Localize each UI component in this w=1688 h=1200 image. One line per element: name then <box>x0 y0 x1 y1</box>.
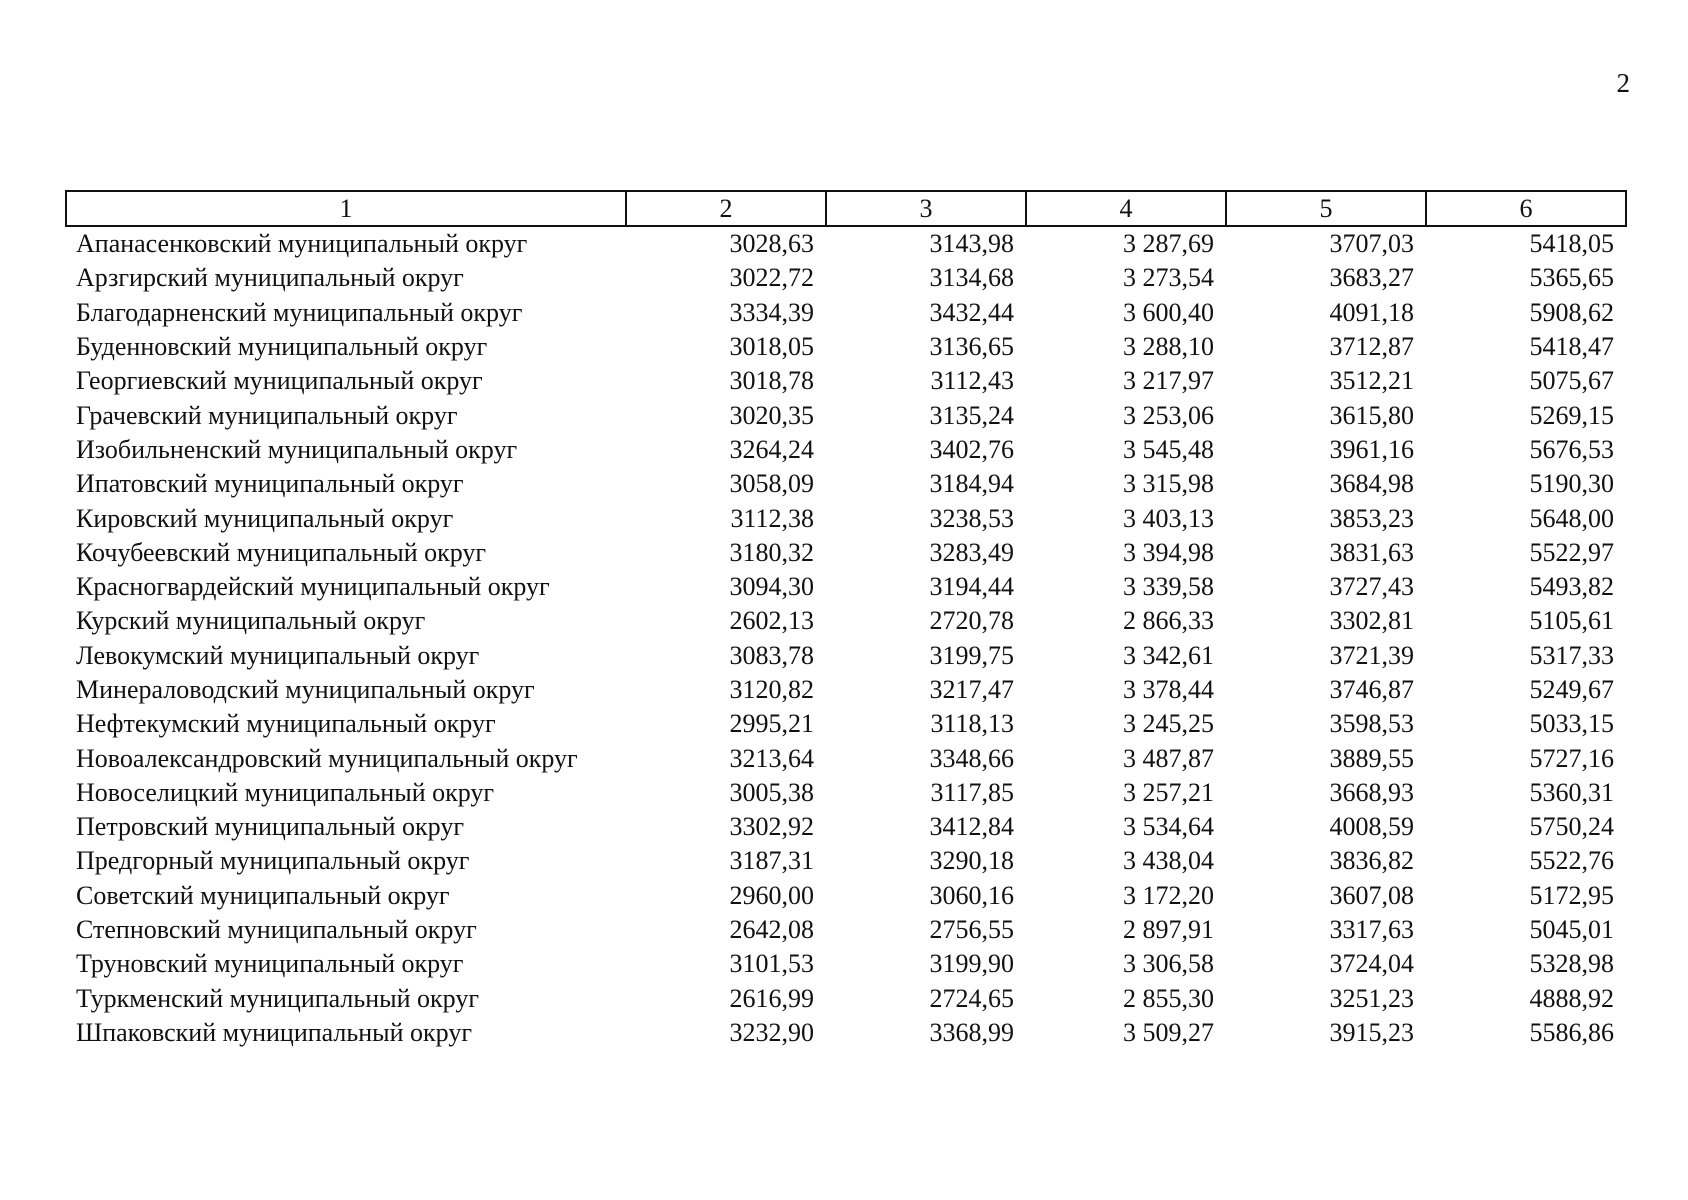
value-cell-col-3: 3184,94 <box>929 469 1014 499</box>
value-cell-col-4: 3 306,58 <box>1123 949 1214 979</box>
value-cell-col-6: 5676,53 <box>1529 434 1614 464</box>
table-row <box>66 433 1626 467</box>
value-cell-col-2: 3264,24 <box>729 434 814 464</box>
district-name-cell: Советский муниципальный округ <box>76 880 450 910</box>
value-cell-col-6: 5045,01 <box>1529 915 1614 945</box>
table-row <box>66 741 1626 775</box>
district-name-cell: Левокумский муниципальный округ <box>76 640 480 670</box>
value-cell-col-2: 2960,00 <box>729 880 814 910</box>
value-cell-col-3: 3402,76 <box>929 434 1014 464</box>
header-row <box>66 191 1626 226</box>
value-cell-col-2: 3180,32 <box>729 537 814 567</box>
table-header <box>66 191 1626 226</box>
district-name-cell: Арзгирский муниципальный округ <box>76 263 464 293</box>
value-cell-col-6: 5750,24 <box>1529 812 1614 842</box>
value-cell-col-5: 3668,93 <box>1329 777 1414 807</box>
value-cell-col-3: 3143,98 <box>929 229 1014 259</box>
district-name-cell: Новоалександровский муниципальный округ <box>76 743 578 773</box>
value-cell-col-6: 5328,98 <box>1529 949 1614 979</box>
value-cell-col-4: 3 217,97 <box>1123 366 1214 396</box>
value-cell-col-3: 3412,84 <box>929 812 1014 842</box>
value-cell-col-3: 3117,85 <box>930 777 1014 807</box>
column-header-3: 3 <box>826 191 1026 226</box>
column-header-5: 5 <box>1226 191 1426 226</box>
table-row <box>66 776 1626 810</box>
value-cell-col-2: 3232,90 <box>729 1017 814 1047</box>
table-row <box>66 261 1626 295</box>
value-cell-col-2: 3018,78 <box>729 366 814 396</box>
value-cell-col-4: 3 245,25 <box>1123 709 1214 739</box>
table-row <box>66 501 1626 535</box>
district-name-cell: Красногвардейский муниципальный округ <box>76 572 550 602</box>
district-name-cell: Туркменский муниципальный округ <box>76 983 479 1013</box>
value-cell-col-2: 3005,38 <box>729 777 814 807</box>
value-cell-col-5: 3683,27 <box>1329 263 1414 293</box>
value-cell-col-3: 2724,65 <box>929 983 1014 1013</box>
value-cell-col-5: 3889,55 <box>1329 743 1414 773</box>
column-header-6: 6 <box>1426 191 1626 226</box>
value-cell-col-4: 3 600,40 <box>1123 297 1214 327</box>
data-table <box>65 190 1627 1050</box>
value-cell-col-5: 3615,80 <box>1329 400 1414 430</box>
value-cell-col-6: 4888,92 <box>1529 983 1614 1013</box>
table-row <box>66 398 1626 432</box>
value-cell-col-6: 5586,86 <box>1529 1017 1614 1047</box>
value-cell-col-5: 4091,18 <box>1329 297 1414 327</box>
value-cell-col-3: 3112,43 <box>930 366 1014 396</box>
value-cell-col-2: 3120,82 <box>729 675 814 704</box>
table-row <box>66 844 1626 878</box>
value-cell-col-5: 3684,98 <box>1329 469 1414 499</box>
value-cell-col-2: 3020,35 <box>729 400 814 430</box>
value-cell-col-3: 3290,18 <box>929 846 1014 876</box>
value-cell-col-3: 3118,13 <box>930 709 1014 739</box>
value-cell-col-6: 5249,67 <box>1529 675 1614 704</box>
value-cell-col-2: 3112,38 <box>730 503 814 533</box>
table-row <box>66 913 1626 947</box>
district-name-cell: Шпаковский муниципальный округ <box>76 1017 472 1047</box>
district-name-cell: Петровский муниципальный округ <box>76 812 464 842</box>
district-name-cell: Курский муниципальный округ <box>76 606 426 636</box>
value-cell-col-4: 2 866,33 <box>1123 606 1214 636</box>
value-cell-col-6: 5105,61 <box>1529 606 1614 636</box>
value-cell-col-3: 3348,66 <box>929 743 1014 773</box>
value-cell-col-5: 3836,82 <box>1329 846 1414 876</box>
value-cell-col-4: 3 273,54 <box>1123 263 1214 293</box>
value-cell-col-6: 5360,31 <box>1529 777 1614 807</box>
district-name-cell: Благодарненский муниципальный округ <box>76 297 523 327</box>
table-row <box>66 364 1626 398</box>
value-cell-col-4: 3 394,98 <box>1123 537 1214 567</box>
value-cell-col-4: 3 403,13 <box>1123 503 1214 533</box>
column-header-1: 1 <box>66 191 626 226</box>
district-name-cell: Ипатовский муниципальный округ <box>76 469 464 499</box>
value-cell-col-2: 3302,92 <box>729 812 814 842</box>
value-cell-col-3: 3217,47 <box>929 675 1014 704</box>
value-cell-col-3: 3194,44 <box>929 572 1014 602</box>
value-cell-col-6: 5172,95 <box>1529 880 1614 910</box>
value-cell-col-4: 3 288,10 <box>1123 332 1214 362</box>
district-name-cell: Минераловодский муниципальный округ <box>76 675 535 704</box>
value-cell-col-2: 3028,63 <box>729 229 814 259</box>
table-row <box>66 982 1626 1016</box>
district-name-cell: Кочубеевский муниципальный округ <box>76 537 487 567</box>
value-cell-col-5: 3317,63 <box>1329 915 1414 945</box>
value-cell-col-6: 5522,97 <box>1529 537 1614 567</box>
district-name-cell: Степновский муниципальный округ <box>76 915 477 945</box>
value-cell-col-5: 3915,23 <box>1329 1017 1414 1047</box>
value-cell-col-4: 3 545,48 <box>1123 434 1214 464</box>
value-cell-col-6: 5269,15 <box>1529 400 1614 430</box>
value-cell-col-6: 5908,62 <box>1529 297 1614 327</box>
value-cell-col-5: 3853,23 <box>1329 503 1414 533</box>
district-name-cell: Новоселицкий муниципальный округ <box>76 777 495 807</box>
value-cell-col-2: 2602,13 <box>729 606 814 636</box>
table-row <box>66 1016 1626 1050</box>
value-cell-col-5: 3712,87 <box>1329 332 1414 362</box>
value-cell-col-4: 2 855,30 <box>1123 983 1214 1013</box>
table-row <box>66 536 1626 570</box>
value-cell-col-6: 5727,16 <box>1529 743 1614 773</box>
table-row <box>66 707 1626 741</box>
value-cell-col-5: 4008,59 <box>1329 812 1414 842</box>
value-cell-col-3: 3199,90 <box>929 949 1014 979</box>
value-cell-col-4: 3 509,27 <box>1123 1017 1214 1047</box>
value-cell-col-5: 3746,87 <box>1329 675 1414 704</box>
district-name-cell: Грачевский муниципальный округ <box>76 400 458 430</box>
table-row <box>66 330 1626 364</box>
value-cell-col-6: 5418,05 <box>1529 229 1614 259</box>
district-name-cell: Нефтекумский муниципальный округ <box>76 709 496 739</box>
value-cell-col-3: 3283,49 <box>929 537 1014 567</box>
value-cell-col-5: 3831,63 <box>1329 537 1414 567</box>
table-row <box>66 570 1626 604</box>
table-row <box>66 639 1626 673</box>
value-cell-col-4: 3 534,64 <box>1123 812 1214 842</box>
value-cell-col-4: 3 257,21 <box>1123 777 1214 807</box>
value-cell-col-2: 2995,21 <box>729 709 814 739</box>
value-cell-col-3: 3135,24 <box>929 400 1014 430</box>
column-header-2: 2 <box>626 191 826 226</box>
value-cell-col-5: 3607,08 <box>1329 880 1414 910</box>
value-cell-col-2: 3058,09 <box>729 469 814 499</box>
value-cell-col-4: 3 253,06 <box>1123 400 1214 430</box>
table-body <box>66 226 1626 1050</box>
district-name-cell: Труновский муниципальный округ <box>76 949 464 979</box>
value-cell-col-3: 3136,65 <box>929 332 1014 362</box>
value-cell-col-4: 3 438,04 <box>1123 846 1214 876</box>
value-cell-col-2: 3083,78 <box>729 640 814 670</box>
value-cell-col-6: 5365,65 <box>1529 263 1614 293</box>
district-name-cell: Георгиевский муниципальный округ <box>76 366 483 396</box>
value-cell-col-3: 3238,53 <box>929 503 1014 533</box>
value-cell-col-3: 3060,16 <box>929 880 1014 910</box>
value-cell-col-6: 5033,15 <box>1529 709 1614 739</box>
value-cell-col-5: 3512,21 <box>1329 366 1414 396</box>
value-cell-col-5: 3598,53 <box>1329 709 1414 739</box>
table-row <box>66 296 1626 330</box>
value-cell-col-4: 3 287,69 <box>1123 229 1214 259</box>
value-cell-col-6: 5317,33 <box>1529 640 1614 670</box>
district-name-cell: Апанасенковский муниципальный округ <box>76 229 528 259</box>
value-cell-col-2: 3187,31 <box>729 846 814 876</box>
value-cell-col-6: 5418,47 <box>1529 332 1614 362</box>
value-cell-col-5: 3302,81 <box>1329 606 1414 636</box>
value-cell-col-3: 3134,68 <box>929 263 1014 293</box>
value-cell-col-6: 5075,67 <box>1529 366 1614 396</box>
value-cell-col-2: 3018,05 <box>729 332 814 362</box>
value-cell-col-6: 5190,30 <box>1529 469 1614 499</box>
value-cell-col-3: 3199,75 <box>929 640 1014 670</box>
value-cell-col-5: 3721,39 <box>1329 640 1414 670</box>
table-row <box>66 673 1626 707</box>
table-row <box>66 810 1626 844</box>
value-cell-col-6: 5522,76 <box>1529 846 1614 876</box>
table-row <box>66 604 1626 638</box>
page-number: 2 <box>1616 68 1630 98</box>
value-cell-col-2: 2616,99 <box>729 983 814 1013</box>
district-name-cell: Изобильненский муниципальный округ <box>76 434 518 464</box>
value-cell-col-5: 3727,43 <box>1329 572 1414 602</box>
value-cell-col-4: 3 342,61 <box>1123 640 1214 670</box>
value-cell-col-3: 2720,78 <box>929 606 1014 636</box>
value-cell-col-4: 3 487,87 <box>1123 743 1214 773</box>
value-cell-col-2: 3094,30 <box>729 572 814 602</box>
district-name-cell: Кировский муниципальный округ <box>76 503 454 533</box>
value-cell-col-6: 5493,82 <box>1529 572 1614 602</box>
value-cell-col-2: 3334,39 <box>729 297 814 327</box>
value-cell-col-4: 2 897,91 <box>1123 915 1214 945</box>
value-cell-col-3: 2756,55 <box>929 915 1014 945</box>
value-cell-col-4: 3 339,58 <box>1123 572 1214 602</box>
value-cell-col-4: 3 315,98 <box>1123 469 1214 499</box>
value-cell-col-4: 3 378,44 <box>1123 675 1214 704</box>
district-name-cell: Предгорный муниципальный округ <box>76 846 470 876</box>
value-cell-col-2: 2642,08 <box>729 915 814 945</box>
table-row <box>66 947 1626 981</box>
value-cell-col-3: 3368,99 <box>929 1017 1014 1047</box>
value-cell-col-2: 3022,72 <box>729 263 814 293</box>
table-row <box>66 879 1626 913</box>
district-name-cell: Буденновский муниципальный округ <box>76 332 488 362</box>
value-cell-col-3: 3432,44 <box>929 297 1014 327</box>
value-cell-col-6: 5648,00 <box>1529 503 1614 533</box>
table-row <box>66 226 1626 261</box>
value-cell-col-5: 3961,16 <box>1329 434 1414 464</box>
value-cell-col-2: 3101,53 <box>729 949 814 979</box>
table-row <box>66 467 1626 501</box>
value-cell-col-2: 3213,64 <box>729 743 814 773</box>
value-cell-col-5: 3251,23 <box>1329 983 1414 1013</box>
value-cell-col-5: 3707,03 <box>1329 229 1414 259</box>
column-header-4: 4 <box>1026 191 1226 226</box>
value-cell-col-5: 3724,04 <box>1329 949 1414 979</box>
value-cell-col-4: 3 172,20 <box>1123 880 1214 910</box>
